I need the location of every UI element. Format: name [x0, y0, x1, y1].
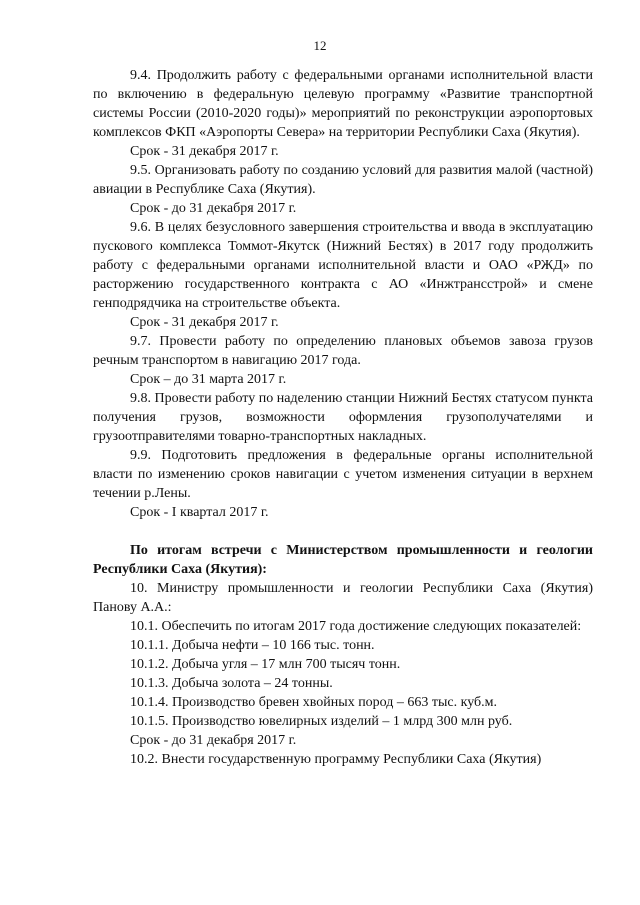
list-item-10-1-1: 10.1.1. Добыча нефти – 10 166 тыс. тонн.: [130, 638, 375, 653]
document-body: [93, 66, 593, 769]
deadline-9-9: Срок - I квартал 2017 г.: [130, 505, 269, 520]
deadline-9-5: Срок - до 31 декабря 2017 г.: [130, 201, 297, 216]
paragraph-9-9: 9.9. Подготовить предложения в федеральные органы исполнительной власти по изменению сроков навигации с учетом изменения ситуации в верхнем течении р.Лены.: [93, 448, 593, 501]
list-item-10-1-2: 10.1.2. Добыча угля – 17 млн 700 тысяч тонн.: [130, 657, 401, 672]
paragraph-9-6: 9.6. В целях безусловного завершения строительства и ввода в эксплуатацию пускового комплекса Томмот-Якутск (Нижний Бестях) в 2017 году продолжить работу с федеральными органами исполнительной власти и ОАО «РЖД» по расторжению государственного контракта с АО «Инжтрансстрой» и смене генподрядчика на строительстве объекта.: [93, 220, 593, 311]
paragraph-9-4: 9.4. Продолжить работу с федеральными органами исполнительной власти по включению в федеральную целевую программу «Развитие транспортной системы России (2010-2020 годы)» мероприятий по реконструкции аэропортовых комплексов ФКП «Аэропорты Севера» на территории Республики Саха (Якутия).: [93, 68, 593, 140]
paragraph-10: 10. Министру промышленности и геологии Республики Саха (Якутия) Панову А.А.:: [93, 581, 593, 615]
paragraph-9-8: 9.8. Провести работу по наделению станции Нижний Бестях статусом пункта получения грузов, возможности оформления грузополучателями и грузоотправителями товарно-транспортных накладных.: [93, 391, 593, 444]
paragraph-9-5: 9.5. Организовать работу по созданию условий для развития малой (частной) авиации в Республике Саха (Якутия).: [93, 163, 593, 197]
list-item-10-1-5: 10.1.5. Производство ювелирных изделий – 1 млрд 300 млн руб.: [130, 714, 513, 729]
deadline-10-1: Срок - до 31 декабря 2017 г.: [130, 733, 297, 748]
paragraph-10-2: 10.2. Внести государственную программу Республики Саха (Якутия): [130, 752, 542, 767]
deadline-9-6: Срок - 31 декабря 2017 г.: [130, 315, 279, 330]
deadline-9-4: Срок - 31 декабря 2017 г.: [130, 144, 279, 159]
list-item-10-1-4: 10.1.4. Производство бревен хвойных пород – 663 тыс. куб.м.: [130, 695, 498, 710]
deadline-9-7: Срок – до 31 марта 2017 г.: [130, 372, 287, 387]
section-gap: [93, 522, 593, 541]
page-number: 12: [313, 38, 327, 53]
list-item-10-1-3: 10.1.3. Добыча золота – 24 тонны.: [130, 676, 333, 691]
section-heading: По итогам встречи с Министерством промышленности и геологии Республики Саха (Якутия):: [93, 543, 593, 577]
paragraph-9-7: 9.7. Провести работу по определению плановых объемов завоза грузов речным транспортом в навигацию 2017 года.: [93, 334, 593, 368]
paragraph-10-1: 10.1. Обеспечить по итогам 2017 года достижение следующих показателей:: [130, 619, 582, 634]
